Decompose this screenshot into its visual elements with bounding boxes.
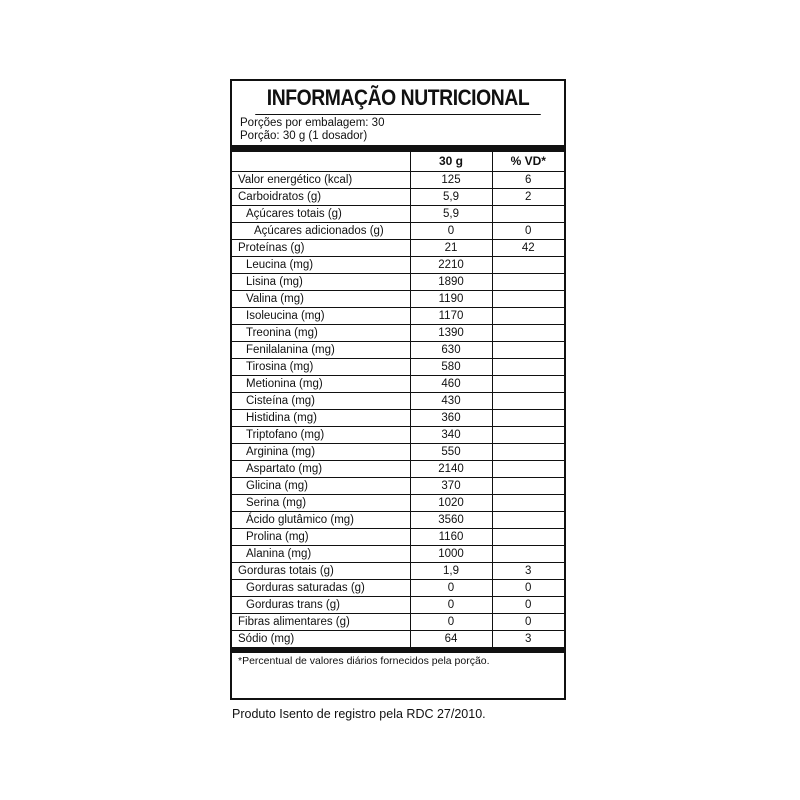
table-row (232, 494, 564, 511)
table-row (232, 341, 564, 358)
nutrient-dv: 6 (492, 171, 564, 188)
table-row (232, 426, 564, 443)
nutrient-amount: 340 (410, 426, 492, 443)
nutrient-dv (492, 307, 564, 324)
table-row (232, 477, 564, 494)
table-row (232, 375, 564, 392)
nutrient-dv: 0 (492, 579, 564, 596)
nutrient-name: Triptofano (mg) (232, 426, 410, 443)
nutrient-amount: 1000 (410, 545, 492, 562)
nutrient-dv: 0 (492, 613, 564, 630)
nutrient-dv: 42 (492, 239, 564, 256)
nutrient-dv (492, 324, 564, 341)
nutrient-name: Arginina (mg) (232, 443, 410, 460)
nutrient-dv (492, 443, 564, 460)
nutrient-name: Sódio (mg) (232, 630, 410, 647)
nutrient-dv (492, 409, 564, 426)
nutrient-name: Metionina (mg) (232, 375, 410, 392)
nutrient-name: Gorduras totais (g) (232, 562, 410, 579)
table-row (232, 290, 564, 307)
nutrient-amount: 370 (410, 477, 492, 494)
nutrient-dv (492, 494, 564, 511)
nutrient-amount: 1890 (410, 273, 492, 290)
nutrient-name: Carboidratos (g) (232, 188, 410, 205)
nutrient-name: Treonina (mg) (232, 324, 410, 341)
table-row (232, 528, 564, 545)
table-row (232, 443, 564, 460)
nutrient-dv (492, 273, 564, 290)
thick-divider (232, 145, 564, 152)
nutrient-amount: 430 (410, 392, 492, 409)
nutrient-amount: 2210 (410, 256, 492, 273)
table-row (232, 630, 564, 647)
nutrient-dv (492, 545, 564, 562)
portions-per-package: Porções por embalagem: 30 (240, 117, 385, 129)
nutrient-amount: 460 (410, 375, 492, 392)
nutrient-amount: 0 (410, 596, 492, 613)
nutrient-amount: 630 (410, 341, 492, 358)
table-row (232, 596, 564, 613)
nutrient-name: Lisina (mg) (232, 273, 410, 290)
table-row (232, 188, 564, 205)
table-row (232, 358, 564, 375)
table-row (232, 324, 564, 341)
nutrition-table (232, 152, 564, 648)
table-row (232, 273, 564, 290)
table-row (232, 579, 564, 596)
nutrient-dv (492, 511, 564, 528)
nutrient-amount: 125 (410, 171, 492, 188)
nutrient-name: Prolina (mg) (232, 528, 410, 545)
header-dv: % VD* (492, 152, 564, 171)
portion-info (232, 115, 564, 145)
table-row (232, 460, 564, 477)
nutrient-dv: 2 (492, 188, 564, 205)
nutrient-amount: 1190 (410, 290, 492, 307)
nutrient-amount: 360 (410, 409, 492, 426)
table-row (232, 392, 564, 409)
nutrient-name: Isoleucina (mg) (232, 307, 410, 324)
nutrient-name: Serina (mg) (232, 494, 410, 511)
nutrient-amount: 21 (410, 239, 492, 256)
nutrient-dv (492, 358, 564, 375)
table-row (232, 222, 564, 239)
nutrient-name: Gorduras trans (g) (232, 596, 410, 613)
table-row (232, 409, 564, 426)
nutrient-name: Tirosina (mg) (232, 358, 410, 375)
nutrient-amount: 5,9 (410, 188, 492, 205)
nutrient-dv: 0 (492, 596, 564, 613)
nutrient-dv: 3 (492, 630, 564, 647)
portion-size: Porção: 30 g (1 dosador) (240, 130, 368, 142)
nutrient-amount: 580 (410, 358, 492, 375)
nutrient-name: Açúcares totais (g) (232, 205, 410, 222)
nutrient-amount: 0 (410, 222, 492, 239)
nutrient-amount: 0 (410, 613, 492, 630)
nutrient-amount: 1170 (410, 307, 492, 324)
table-row (232, 307, 564, 324)
nutrition-facts-label (230, 79, 566, 700)
nutrient-dv (492, 375, 564, 392)
nutrient-amount: 0 (410, 579, 492, 596)
table-row (232, 205, 564, 222)
nutrient-name: Valor energético (kcal) (232, 171, 410, 188)
nutrient-dv (492, 341, 564, 358)
nutrient-name: Aspartato (mg) (232, 460, 410, 477)
nutrient-dv: 3 (492, 562, 564, 579)
nutrient-amount: 2140 (410, 460, 492, 477)
nutrient-name: Cisteína (mg) (232, 392, 410, 409)
nutrient-amount: 3560 (410, 511, 492, 528)
nutrient-amount: 64 (410, 630, 492, 647)
nutrient-amount: 1,9 (410, 562, 492, 579)
nutrient-dv (492, 528, 564, 545)
nutrient-name: Valina (mg) (232, 290, 410, 307)
nutrient-name: Fenilalanina (mg) (232, 341, 410, 358)
table-row (232, 562, 564, 579)
nutrient-amount: 1390 (410, 324, 492, 341)
nutrient-name: Ácido glutâmico (mg) (232, 511, 410, 528)
registration-note: Produto Isento de registro pela RDC 27/2010. (232, 707, 486, 721)
nutrient-dv (492, 426, 564, 443)
nutrient-dv (492, 290, 564, 307)
label-title: INFORMAÇÃO NUTRICIONAL (255, 81, 541, 115)
table-row (232, 511, 564, 528)
header-name (232, 152, 410, 171)
nutrient-name: Fibras alimentares (g) (232, 613, 410, 630)
nutrient-name: Açúcares adicionados (g) (232, 222, 410, 239)
nutrient-name: Glicina (mg) (232, 477, 410, 494)
nutrient-dv: 0 (492, 222, 564, 239)
header-amount: 30 g (410, 152, 492, 171)
nutrient-dv (492, 392, 564, 409)
nutrient-name: Gorduras saturadas (g) (232, 579, 410, 596)
nutrient-amount: 1020 (410, 494, 492, 511)
nutrient-dv (492, 256, 564, 273)
nutrient-name: Proteínas (g) (232, 239, 410, 256)
footnote: *Percentual de valores diários fornecidos pela porção. (238, 654, 490, 667)
table-row (232, 171, 564, 188)
nutrient-amount: 550 (410, 443, 492, 460)
table-header-row (232, 152, 564, 171)
nutrient-name: Histidina (mg) (232, 409, 410, 426)
table-row (232, 239, 564, 256)
nutrient-dv (492, 477, 564, 494)
nutrient-amount: 5,9 (410, 205, 492, 222)
nutrient-amount: 1160 (410, 528, 492, 545)
nutrient-dv (492, 460, 564, 477)
table-row (232, 545, 564, 562)
nutrient-name: Leucina (mg) (232, 256, 410, 273)
table-row (232, 256, 564, 273)
nutrient-name: Alanina (mg) (232, 545, 410, 562)
nutrient-dv (492, 205, 564, 222)
table-row (232, 613, 564, 630)
